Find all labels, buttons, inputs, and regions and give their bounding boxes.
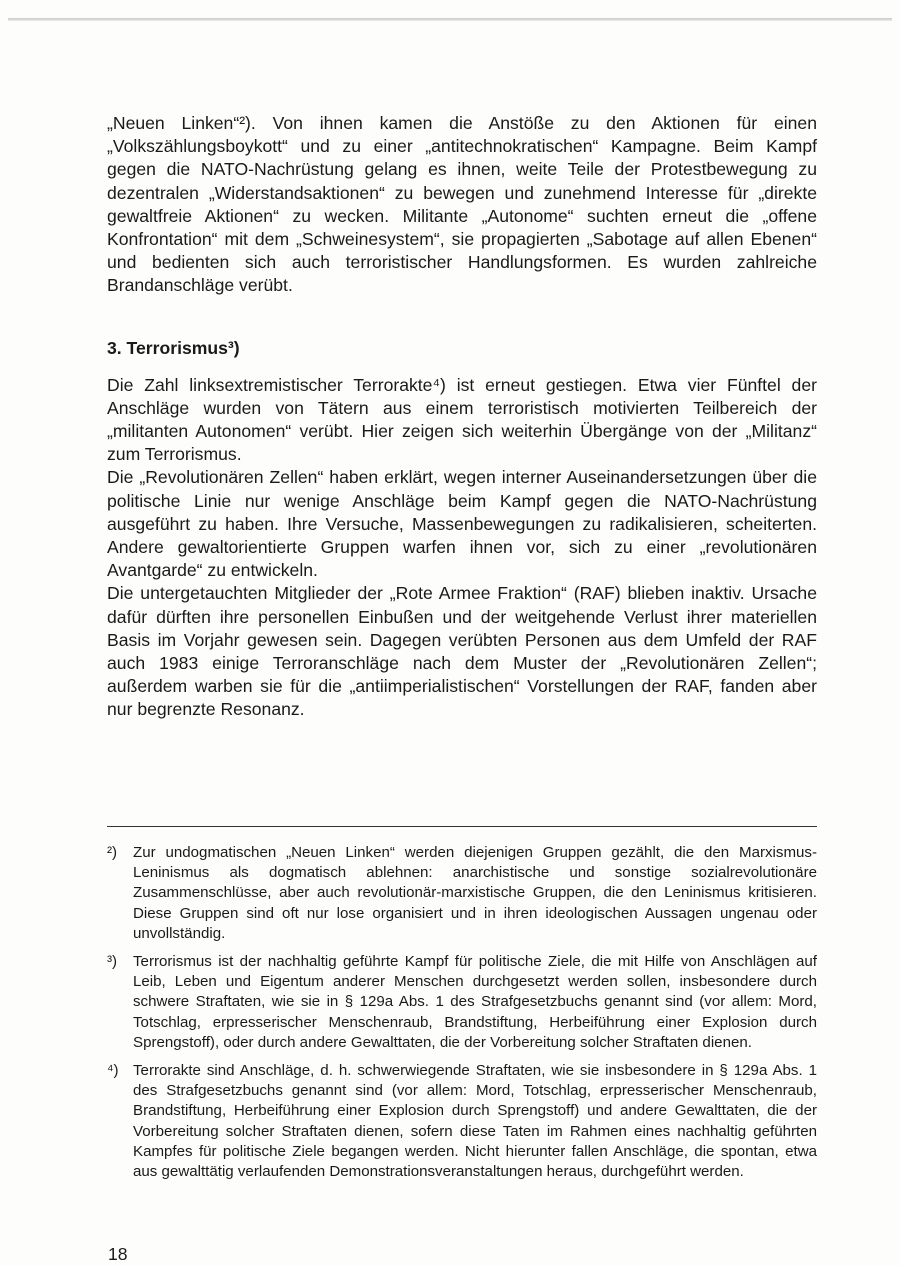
footnote-mark: ²)	[107, 844, 118, 861]
footnote-text: Zur undogmatischen „Neuen Linken“ werden diejenigen Gruppen gezählt, die den Marxismus-Leninismus als dogmatisch ablehnen: anarchistische und sonstige sozialrevolutionäre Zusammenschlüsse, aber auch revolutionär-marxistische Gruppen, die den Leninismus kritisieren. Diese Gruppen sind oft nur lose organisiert und in ihren ideologischen Aussagen ungenau oder unvollständig.	[133, 844, 817, 942]
section-paragraph: Die Zahl linksextremistischer Terrorakte⁴) ist erneut gestiegen. Etwa vier Fünftel der Anschläge wurden von Tätern aus einem terroristisch motivierten Teilbereich der „militanten Autonomen“ verübt. Hier zeigen sich weiterhin Übergänge von der „Militanz“ zum Terrorismus.	[107, 374, 817, 465]
scan-top-edge	[8, 18, 892, 21]
footnote-mark: ³)	[107, 953, 118, 971]
footnote-text: Terrorismus ist der nachhaltig geführte Kampf für politische Ziele, die mit Hilfe von Anschlägen auf Leib, Leben und Eigentum anderer Menschen durchgesetzt werden sollen, insbesondere durch schwere Straftaten, wie sie in § 129a Abs. 1 des Strafgesetzbuchs genannt sind (vor allem: Mord, Totschlag, erpresserischer Menschenraub, Brandstiftung, Herbeiführung einer Explosion durch Sprengstoff), oder durch andere Gewalttaten, die der Vorbereitung solcher Straftaten dienen.	[133, 953, 817, 1051]
section-paragraph: Die untergetauchten Mitglieder der „Rote Armee Fraktion“ (RAF) blieben inaktiv. Ursache dafür dürften ihre personellen Einbußen und der weitgehende Verlust ihrer materiellen Basis im Vorjahr gewesen sein. Dagegen verübten Personen aus dem Umfeld der RAF auch 1983 einige Terroranschläge nach dem Muster der „Revolutionären Zellen“; außerdem warben sie für die „antiimperialistischen“ Vorstellungen der RAF, fanden aber nur begrenzte Resonanz.	[107, 583, 817, 720]
intro-paragraph: „Neuen Linken“²). Von ihnen kamen die Anstöße zu den Aktionen für einen „Volkszählungsboykott“ und zu einer „antitechnokratischen“ Kampagne. Beim Kampf gegen die NATO-Nachrüstung gelang es ihnen, weite Teile der Protestbewegung zu dezentralen „Widerstandsaktionen“ zu bewegen und zunehmend Interesse für „direkte gewaltfreie Aktionen“ zu wecken. Militante „Autonome“ suchten erneut die „offene Konfrontation“ mit dem „Schweinesystem“, sie propagierten „Sabotage auf allen Ebenen“ und bedienten sich auch terroristischer Handlungsformen. Es wurden zahlreiche Brandanschläge verübt.	[107, 113, 817, 296]
page-body	[107, 112, 817, 722]
footnote-text: Terrorakte sind Anschläge, d. h. schwerwiegende Straftaten, wie sie insbesondere in § 129a Abs. 1 des Strafgesetzbuchs genannt sind (vor allem: Mord, Totschlag, erpresserischer Menschenraub, Brandstiftung, Herbeiführung einer Explosion durch Sprengstoff) und andere Gewalttaten, die der Vorbereitung solcher Straftaten dienen, sofern diese Taten im Rahmen eines nachhaltig geführten Kampfes für politische Ziele begangen werden. Nicht hierunter fallen Anschläge, die spontan, etwa aus gewalttätig verlaufenden Demonstrationsveranstaltungen heraus, durchgeführt werden.	[133, 1062, 817, 1181]
section-paragraph: Die „Revolutionären Zellen“ haben erklärt, wegen interner Auseinandersetzungen über die politische Linie nur wenige Anschläge beim Kampf gegen die NATO-Nachrüstung ausgeführt zu haben. Ihre Versuche, Massenbewegungen zu radikalisieren, scheiterten. Andere gewaltorientierte Gruppen warfen ihnen vor, sich zu einer „revolutionären Avantgarde“ zu entwickeln.	[107, 467, 817, 581]
footnotes	[107, 843, 817, 1190]
page-number: 18	[108, 1244, 128, 1264]
footnote	[107, 843, 817, 944]
section-heading: 3. Terrorismus³)	[107, 337, 240, 358]
footnote-mark: ⁴)	[107, 1062, 119, 1080]
footnote	[107, 952, 817, 1053]
footnote-divider	[107, 826, 817, 827]
footnote	[107, 1061, 817, 1182]
